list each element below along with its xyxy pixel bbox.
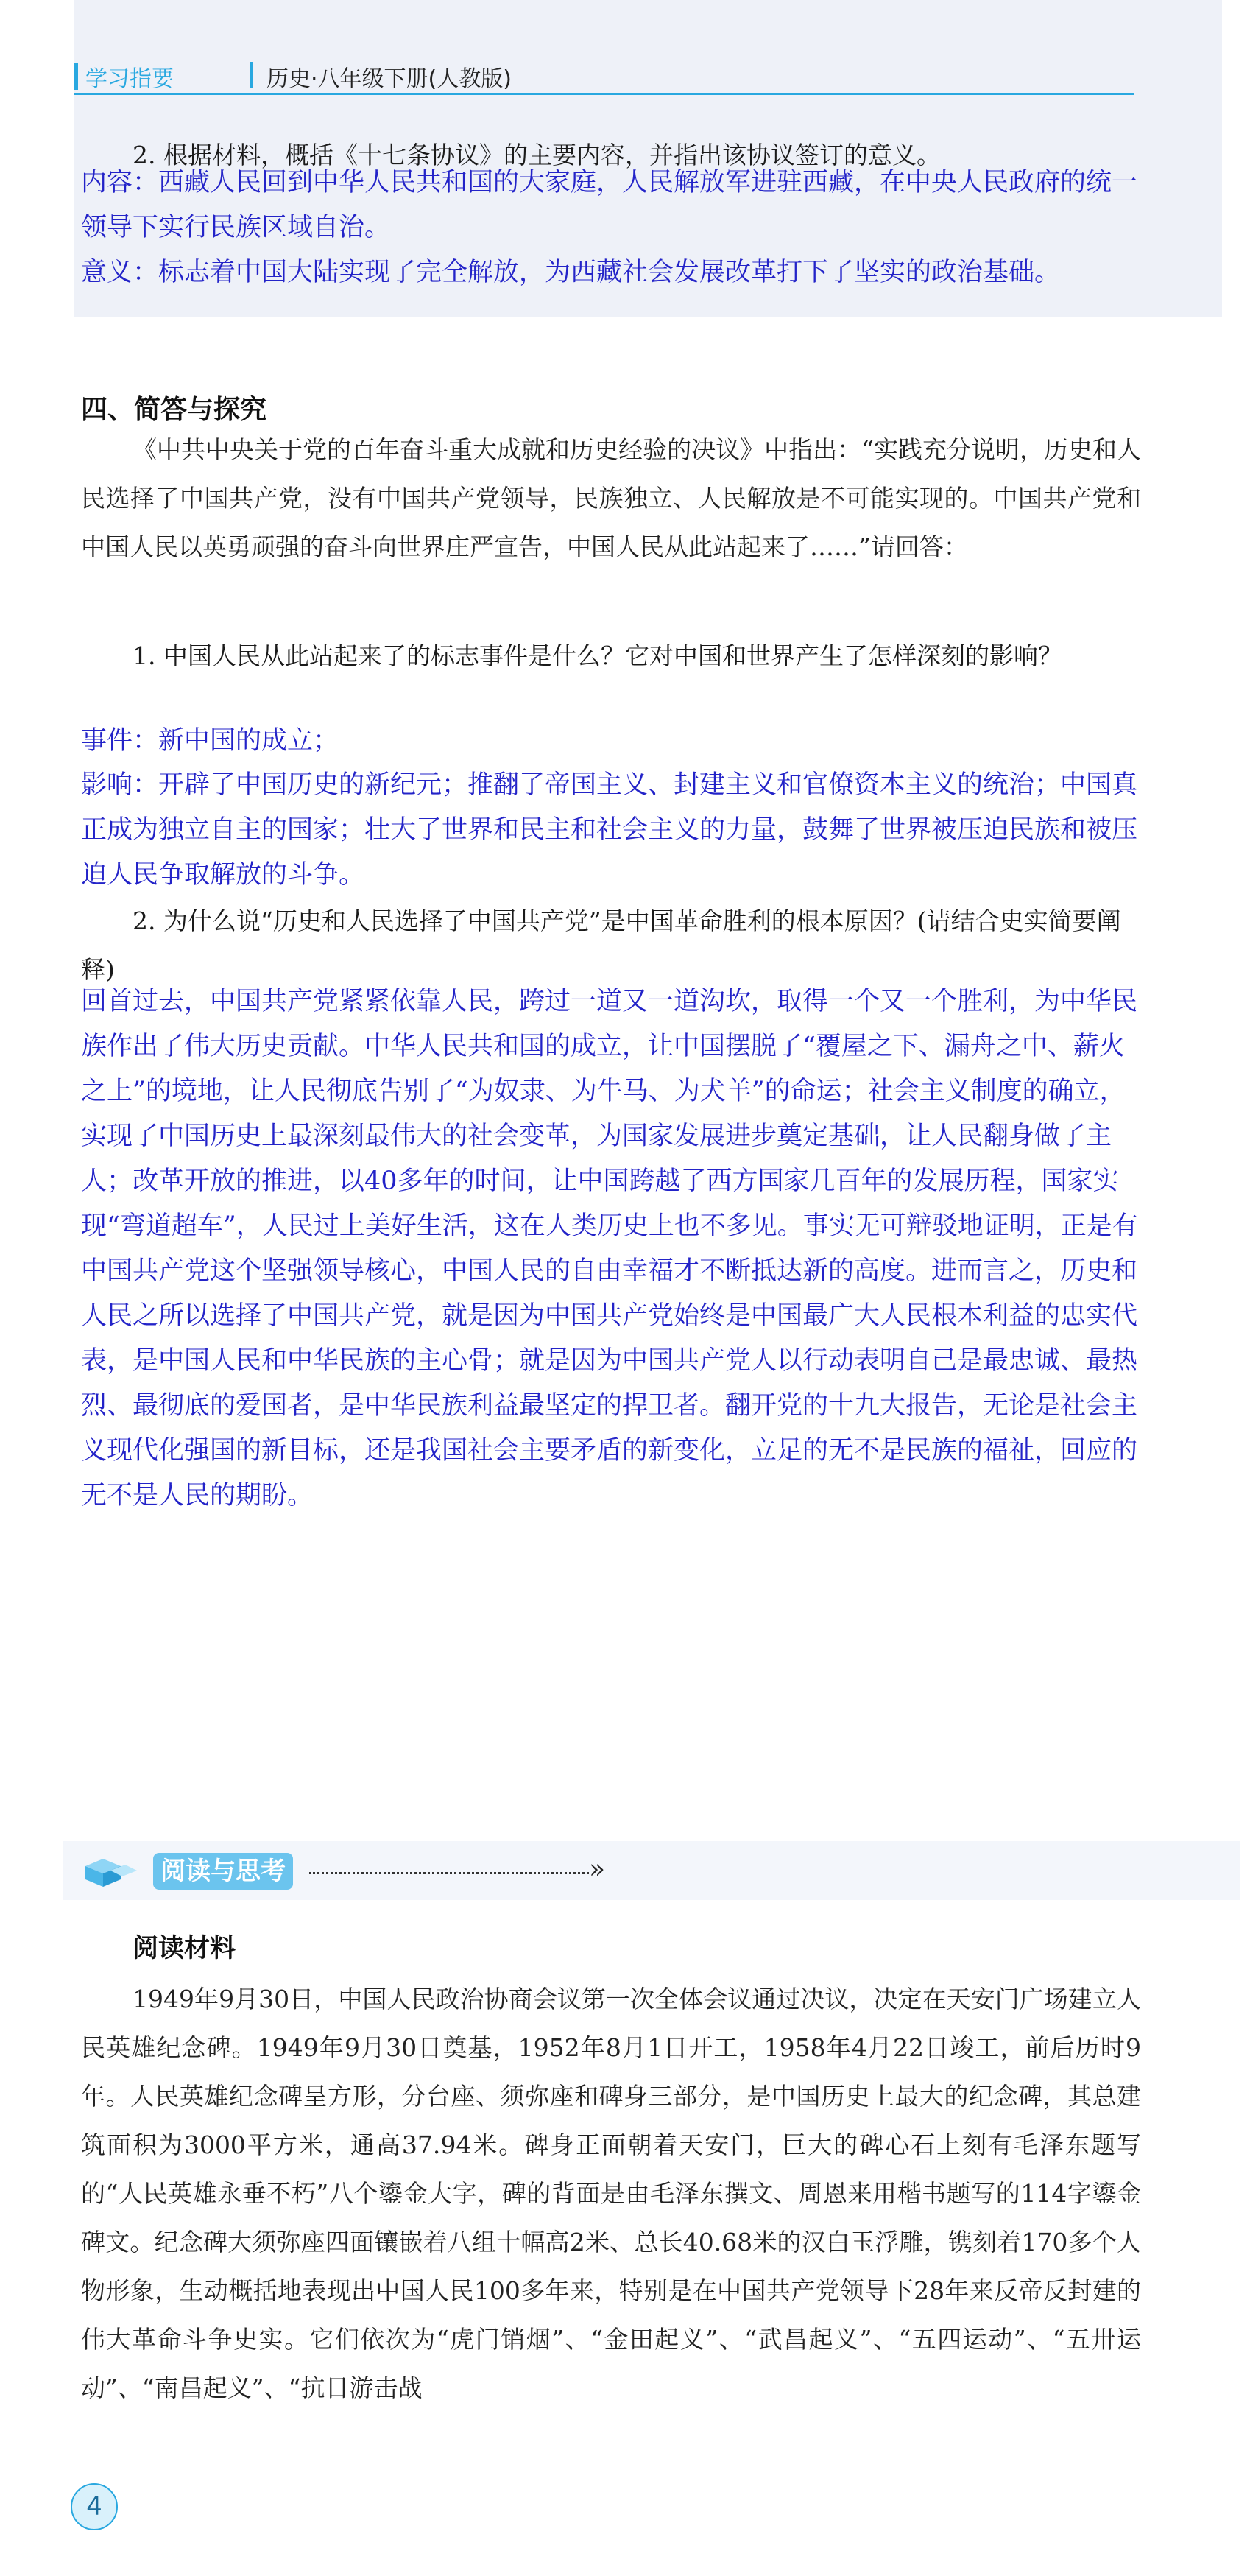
section-intro: 《中共中央关于党的百年奋斗重大成就和历史经验的决议》中指出：“实践充分说明，历史和人民选择了中国共产党，没有中国共产党领导，民族独立、人民解放是不可能实现的。中国共产党和中国人民以英勇顽强的奋斗向世界庄严宣告，中国人民从此站起来了……”请回答： <box>81 435 1141 561</box>
reading-subtitle: 阅读材料 <box>133 1934 236 1963</box>
s4-question-2: 2. 为什么说“历史和人民选择了中国共产党”是中国革命胜利的根本原因？(请结合史实简要阐释) <box>81 907 1121 984</box>
page-header <box>74 57 1134 94</box>
q2-answer-content: 内容：西藏人民回到中华人民共和国的大家庭，人民解放军进驻西藏，在中央人民政府的统一领导下实行民族区域自治。 <box>81 168 1138 242</box>
s4-question-1: 1. 中国人民从此站起来了的标志事件是什么？它对中国和世界产生了怎样深刻的影响？ <box>133 641 1062 670</box>
header-book-title: 历史·八年级下册(人教版) <box>266 66 512 92</box>
s4-q1-impact: 影响：开辟了中国历史的新纪元；推翻了帝国主义、封建主义和官僚资本主义的统治；中国真正成为独立自主的国家；壮大了世界和民主和社会主义的力量，鼓舞了世界被压迫民族和被压迫人民争取解放的斗争。 <box>81 770 1138 890</box>
reading-section-banner <box>74 1841 633 1900</box>
page-number-badge: 4 <box>71 2483 118 2530</box>
banner-dotted-line <box>309 1872 589 1874</box>
q2-question: 2. 根据材料，概括《十七条协议》的主要内容，并指出该协议签订的意义。 <box>133 141 941 169</box>
section-heading: 四、简答与探究 <box>81 395 267 425</box>
banner-title: 阅读与思考 <box>153 1853 293 1890</box>
s4-q2-answer: 回首过去，中国共产党紧紧依靠人民，跨过一道又一道沟坎，取得一个又一个胜利，为中华民族作出了伟大历史贡献。中华人民共和国的成立，让中国摆脱了“覆屋之下、漏舟之中、薪火之上”的境地，让人民彻底告别了“为奴隶、为牛马、为犬羊”的命运；社会主义制度的确立，实现了中国历史上最深刻最伟大的社会变革，为国家发展进步奠定基础，让人民翻身做了主人；改革开放的推进，以40多年的时间，让中国跨越了西方国家几百年的发展历程，国家实现“弯道超车”，人民过上美好生活，这在人类历史上也不多见。事实无可辩驳地证明，正是有中国共产党这个坚强领导核心，中国人民的自由幸福才不断抵达新的高度。进而言之，历史和人民之所以选择了中国共产党，就是因为中国共产党始终是中国最广大人民根本利益的忠实代表，是中国人民和中华民族的主心骨；就是因为中国共产党人以行动表明自己是最忠诚、最热烈、最彻底的爱国者，是中华民族利益最坚定的捍卫者。翻开党的十九大报告，无论是社会主义现代化强国的新目标，还是我国社会主要矛盾的新变化，立足的无不是民族的福祉，回应的无不是人民的期盼。 <box>81 987 1138 1510</box>
banner-arrow-icon: » <box>589 1854 606 1885</box>
header-rule <box>74 93 1134 95</box>
s4-q1-event: 事件：新中国的成立； <box>81 726 339 756</box>
q2-answer-meaning: 意义：标志着中国大陆实现了完全解放，为西藏社会发展改革打下了坚实的政治基础。 <box>81 258 1061 287</box>
reading-text: 1949年9月30日，中国人民政治协商会议第一次全体会议通过决议，决定在天安门广场建立人民英雄纪念碑。1949年9月30日奠基，1952年8月1日开工，1958年4月22日竣工，前后历时9年。人民英雄纪念碑呈方形，分台座、须弥座和碑身三部分，是中国历史上最大的纪念碑，其总建筑面积为3000平方米，通高37.94米。碑身正面朝着天安门，巨大的碑心石上刻有毛泽东题写的“人民英雄永垂不朽”八个鎏金大字，碑的背面是由毛泽东撰文、周恩来用楷书题写的114字鎏金碑文。纪念碑大须弥座四面镶嵌着八组十幅高2米、总长40.68米的汉白玉浮雕，镌刻着170多个人物形象，生动概括地表现出中国人民100多年来，特别是在中国共产党领导下28年来反帝反封建的伟大革命斗争史实。它们依次为“虎门销烟”、“金田起义”、“武昌起义”、“五四运动”、“五卅运动”、“南昌起义”、“抗日游击战 <box>81 1985 1141 2402</box>
banner-cube-icon <box>81 1856 138 1888</box>
header-guide-label: 学习指要 <box>85 66 174 92</box>
header-separator <box>250 62 253 88</box>
header-accent-bar <box>74 63 78 90</box>
